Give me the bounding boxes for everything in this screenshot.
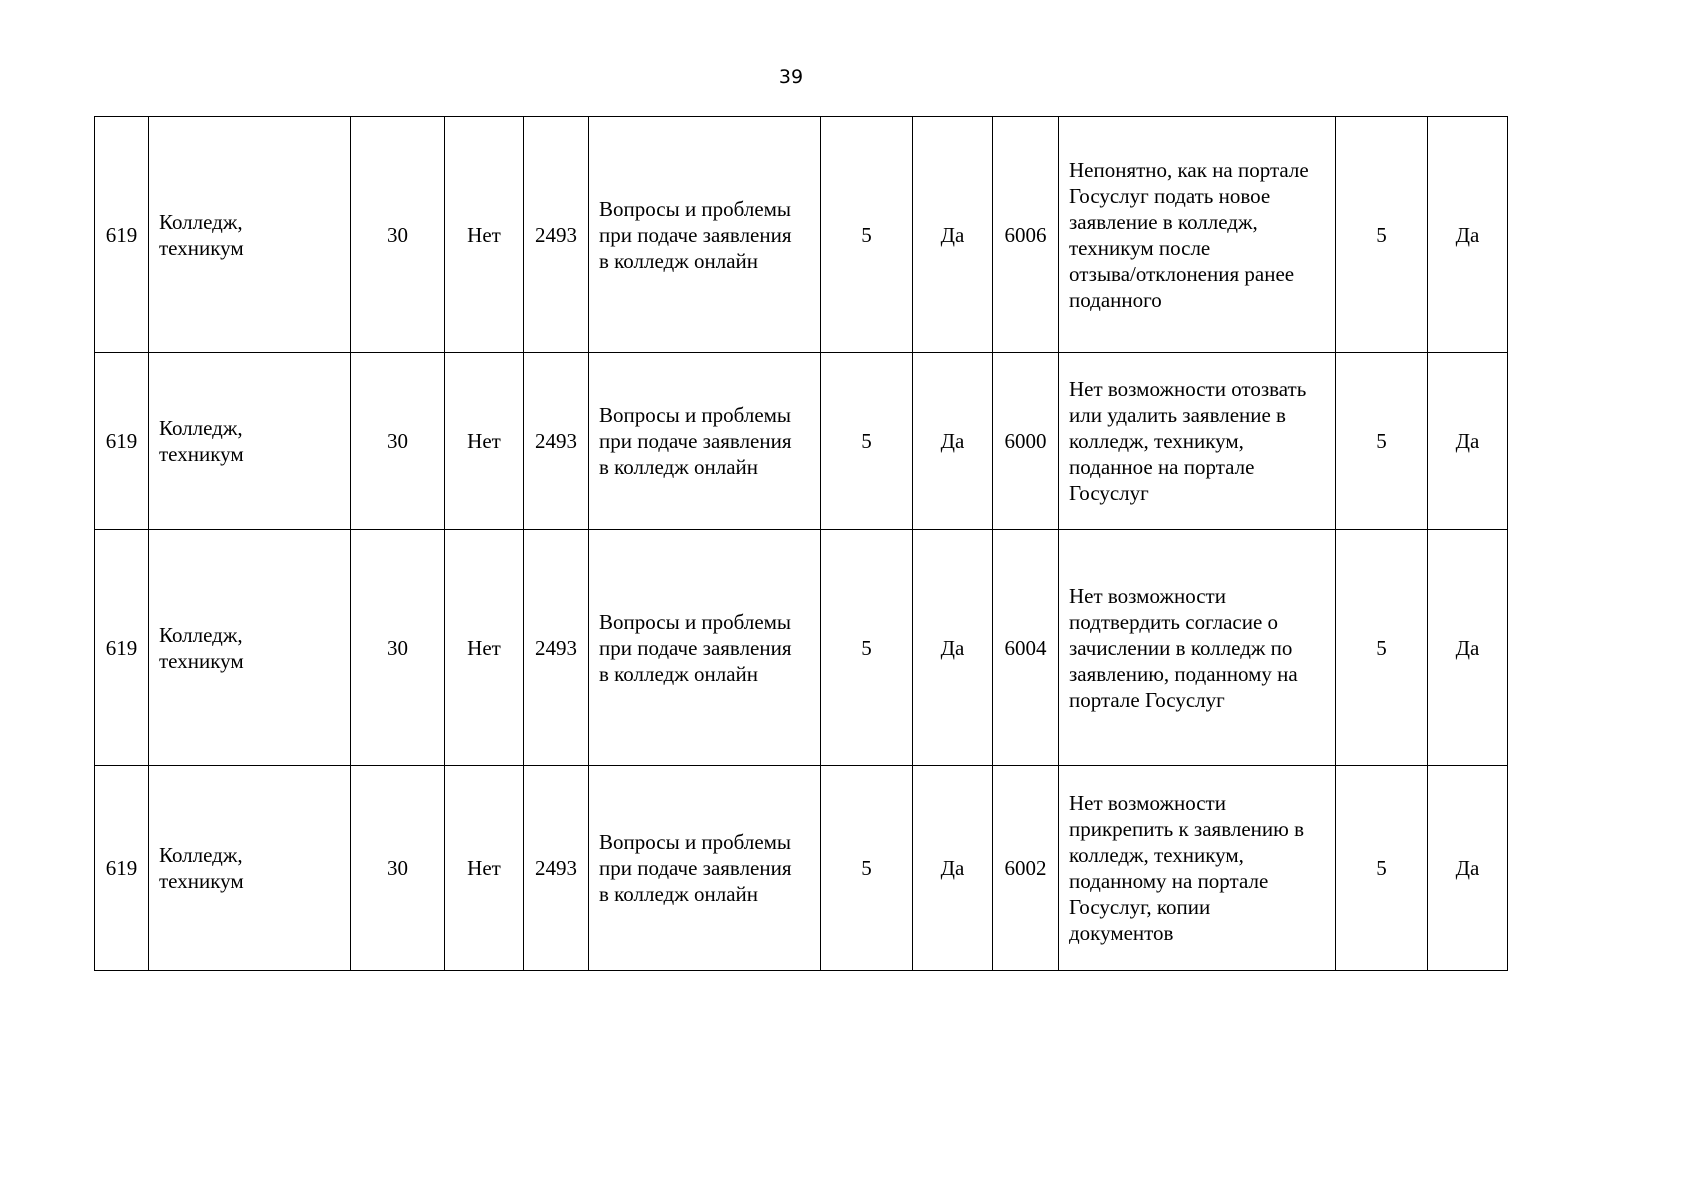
cell-group-score: 5 xyxy=(821,766,913,971)
cell-item-score: 5 xyxy=(1336,353,1428,530)
table-row xyxy=(95,530,1508,766)
cell-item-flag: Да xyxy=(1428,530,1508,766)
cell-item-flag: Да xyxy=(1428,117,1508,353)
cell-type: Колледж, техникум xyxy=(149,766,351,971)
cell-item-text: Нет возможности отозвать или удалить заявление в колледж, техникум, поданное на портале Госуслуг xyxy=(1059,353,1336,530)
cell-item-score: 5 xyxy=(1336,117,1428,353)
cell-item-text: Нет возможности подтвердить согласие о зачислении в колледж по заявлению, поданному на портале Госуслуг xyxy=(1059,530,1336,766)
cell-flag: Нет xyxy=(445,530,524,766)
table-row xyxy=(95,766,1508,971)
cell-type: Колледж, техникум xyxy=(149,353,351,530)
cell-item-flag: Да xyxy=(1428,766,1508,971)
table-row xyxy=(95,117,1508,353)
page-number: 39 xyxy=(778,66,804,88)
cell-days: 30 xyxy=(351,353,445,530)
cell-item-text: Непонятно, как на портале Госуслуг подать новое заявление в колледж, техникум после отзыва/отклонения ранее поданного xyxy=(1059,117,1336,353)
cell-item-id: 6000 xyxy=(993,353,1059,530)
cell-flag: Нет xyxy=(445,117,524,353)
cell-id: 619 xyxy=(95,766,149,971)
cell-id: 619 xyxy=(95,353,149,530)
cell-group-text: Вопросы и проблемы при подаче заявления в колледж онлайн xyxy=(589,117,821,353)
cell-group-flag: Да xyxy=(913,117,993,353)
cell-group-score: 5 xyxy=(821,353,913,530)
cell-group-score: 5 xyxy=(821,530,913,766)
cell-group-id: 2493 xyxy=(524,353,589,530)
cell-id: 619 xyxy=(95,530,149,766)
cell-group-score: 5 xyxy=(821,117,913,353)
cell-type: Колледж, техникум xyxy=(149,117,351,353)
cell-item-id: 6004 xyxy=(993,530,1059,766)
cell-item-score: 5 xyxy=(1336,530,1428,766)
cell-group-id: 2493 xyxy=(524,766,589,971)
cell-group-id: 2493 xyxy=(524,530,589,766)
cell-item-flag: Да xyxy=(1428,353,1508,530)
cell-group-text: Вопросы и проблемы при подаче заявления в колледж онлайн xyxy=(589,530,821,766)
cell-item-score: 5 xyxy=(1336,766,1428,971)
cell-group-id: 2493 xyxy=(524,117,589,353)
cell-days: 30 xyxy=(351,766,445,971)
cell-flag: Нет xyxy=(445,353,524,530)
cell-group-text: Вопросы и проблемы при подаче заявления в колледж онлайн xyxy=(589,766,821,971)
cell-group-flag: Да xyxy=(913,766,993,971)
cell-item-id: 6006 xyxy=(993,117,1059,353)
cell-item-id: 6002 xyxy=(993,766,1059,971)
cell-days: 30 xyxy=(351,530,445,766)
cell-type: Колледж, техникум xyxy=(149,530,351,766)
cell-flag: Нет xyxy=(445,766,524,971)
data-table xyxy=(94,116,1508,971)
table-row xyxy=(95,353,1508,530)
cell-group-flag: Да xyxy=(913,353,993,530)
cell-item-text: Нет возможности прикрепить к заявлению в колледж, техникум, поданному на портале Госуслуг, копии документов xyxy=(1059,766,1336,971)
cell-group-text: Вопросы и проблемы при подаче заявления в колледж онлайн xyxy=(589,353,821,530)
cell-id: 619 xyxy=(95,117,149,353)
cell-group-flag: Да xyxy=(913,530,993,766)
cell-days: 30 xyxy=(351,117,445,353)
